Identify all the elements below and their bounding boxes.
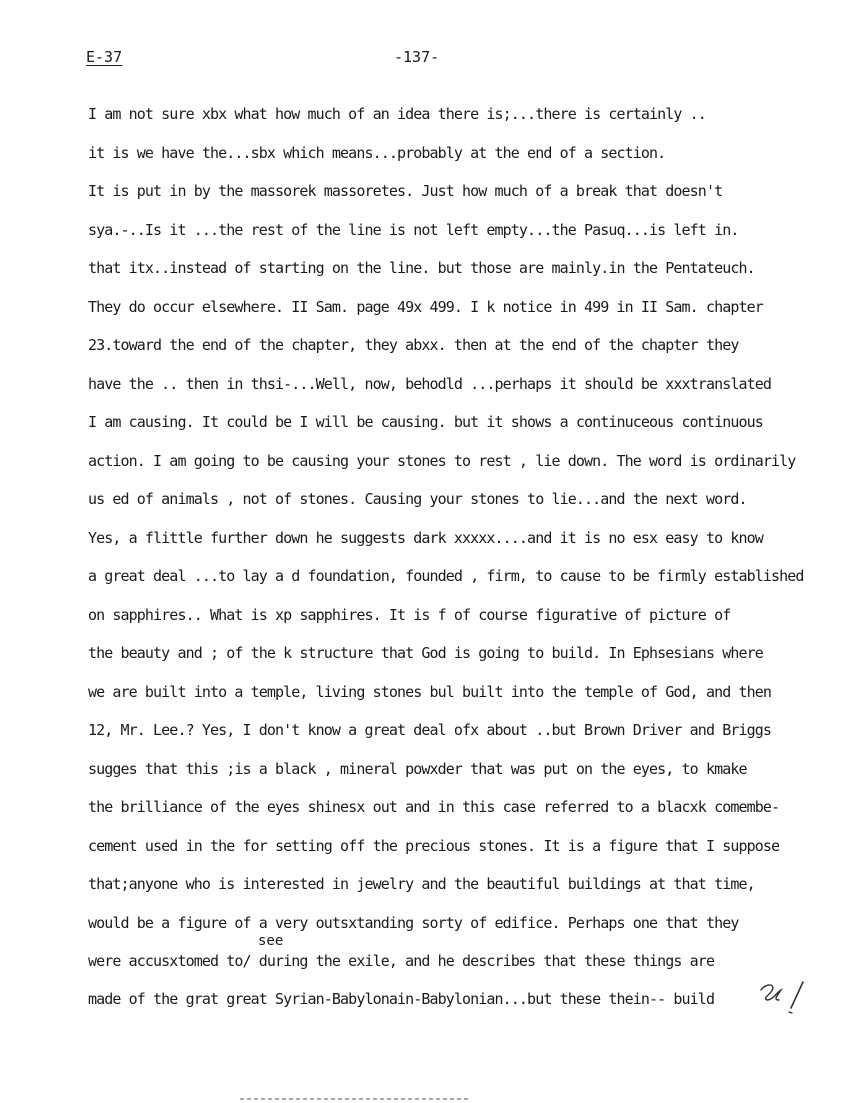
text-line: sya.-..Is it ...the rest of the line is not left empty...the Pasuq...is left in. <box>88 221 739 239</box>
text-line: 12, Mr. Lee.? Yes, I don't know a great deal ofx about ..but Brown Driver and Briggs <box>88 721 771 739</box>
text-line: the beauty and ; of the k structure that God is going to build. In Ephsesians where <box>88 644 763 662</box>
text-line: us ed of animals , not of stones. Causing your stones to lie...and the next word. <box>88 490 747 508</box>
text-line: action. I am going to be causing your stones to rest , lie down. The word is ordinarily <box>88 452 796 470</box>
text-line: were accusxtomed to/ during the exile, and he describes that these things are <box>88 952 715 970</box>
text-line: have the .. then in thsi-...Well, now, behodld ...perhaps it should be xxxtranslated <box>88 375 771 393</box>
text-line: I am not sure xbx what how much of an idea there is;...there is certainly .. <box>88 105 706 123</box>
text-line: on sapphires.. What is xp sapphires. It is f of course figurative of picture of <box>88 606 731 624</box>
page-number: -137- <box>394 48 440 66</box>
text-line: I am causing. It could be I will be causing. but it shows a continuceous continuous <box>88 413 763 431</box>
text-line: a great deal ...to lay a d foundation, founded , firm, to cause to be firmly established <box>88 567 804 585</box>
document-id: E-37 <box>86 48 123 66</box>
text-line: that;anyone who is interested in jewelry and the beautiful buildings at that time, <box>88 875 755 893</box>
text-line: would be a figure of a very outsxtanding sorty of edifice. Perhaps one that they <box>88 914 739 932</box>
text-line: made of the grat great Syrian-Babylonain-Babylonian...but these thein-- build <box>88 990 715 1008</box>
scan-artifact <box>240 1098 470 1100</box>
interlinear-insertion: see <box>258 933 284 949</box>
text-line: 23.toward the end of the chapter, they abxx. then at the end of the chapter they <box>88 336 739 354</box>
text-line: They do occur elsewhere. II Sam. page 49x 499. I k notice in 499 in II Sam. chapter <box>88 298 763 316</box>
text-line: sugges that this ;is a black , mineral powxder that was put on the eyes, to kmake <box>88 760 747 778</box>
text-line: cement used in the for setting off the precious stones. It is a figure that I suppose <box>88 837 780 855</box>
handwritten-page-mark <box>755 978 811 1018</box>
text-line: Yes, a flittle further down he suggests dark xxxxx....and it is no esx easy to know <box>88 529 763 547</box>
text-line: that itx..instead of starting on the line. but those are mainly.in the Pentateuch. <box>88 259 755 277</box>
text-line: it is we have the...sbx which means...probably at the end of a section. <box>88 144 666 162</box>
text-line: the brilliance of the eyes shinesx out and in this case referred to a blacxk comembe- <box>88 798 780 816</box>
text-line: It is put in by the massorek massoretes. Just how much of a break that doesn't <box>88 182 723 200</box>
text-line: we are built into a temple, living stones bul built into the temple of God, and then <box>88 683 771 701</box>
